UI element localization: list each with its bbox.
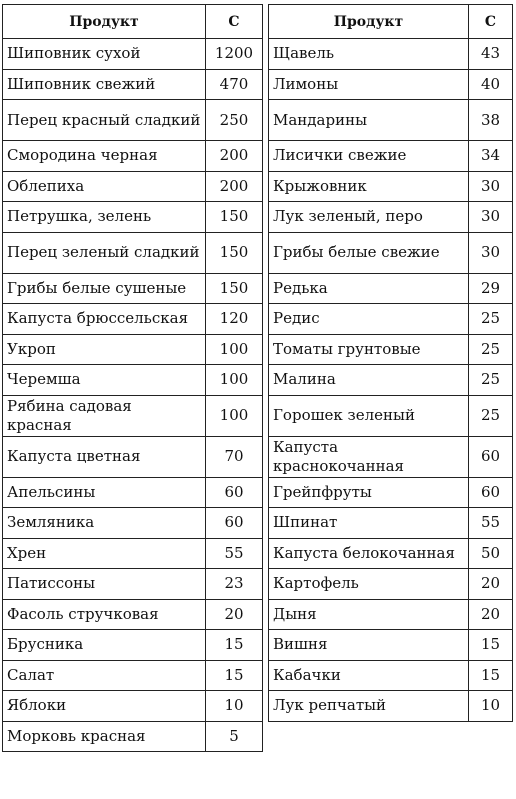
vitamin-c-value-cell: 25	[469, 334, 513, 365]
table-row	[3, 569, 263, 600]
product-name-cell: Морковь красная	[3, 721, 206, 752]
product-name-cell: Шиповник сухой	[3, 39, 206, 70]
product-name-cell: Шпинат	[269, 508, 469, 539]
table-header-row	[3, 5, 263, 39]
table-row	[3, 630, 263, 661]
table-row	[3, 202, 263, 233]
vitamin-c-value-cell: 43	[469, 39, 513, 70]
vitamin-c-value-cell: 20	[206, 599, 263, 630]
product-name-cell: Малина	[269, 365, 469, 396]
vitamin-c-value-cell: 60	[206, 508, 263, 539]
vitamin-c-value-cell: 100	[206, 395, 263, 436]
product-name-cell: Лук репчатый	[269, 691, 469, 722]
table-row	[3, 171, 263, 202]
table-row	[3, 365, 263, 396]
vitamin-c-value-cell: 55	[206, 538, 263, 569]
product-name-cell: Крыжовник	[269, 171, 469, 202]
vitamin-c-value-cell: 100	[206, 365, 263, 396]
product-name-cell: Смородина черная	[3, 141, 206, 172]
table-row	[269, 660, 513, 691]
table-row	[3, 477, 263, 508]
vitamin-c-value-cell: 15	[469, 630, 513, 661]
table-row	[269, 691, 513, 722]
product-name-cell: Капуста брюссельская	[3, 304, 206, 335]
table-row	[269, 569, 513, 600]
vitamin-c-value-cell: 10	[469, 691, 513, 722]
vitamin-c-value-cell: 10	[206, 691, 263, 722]
product-name-cell: Апельсины	[3, 477, 206, 508]
table-row	[3, 100, 263, 141]
table-row	[3, 304, 263, 335]
vitamin-c-value-cell: 15	[206, 630, 263, 661]
table-row	[269, 69, 513, 100]
vitamin-c-value-cell: 20	[469, 569, 513, 600]
vitamin-c-value-cell: 23	[206, 569, 263, 600]
table-row	[269, 477, 513, 508]
vitamin-c-value-cell: 15	[469, 660, 513, 691]
product-name-cell: Лисички свежие	[269, 141, 469, 172]
vitamin-c-value-cell: 200	[206, 141, 263, 172]
table-row	[269, 538, 513, 569]
product-name-cell: Шиповник свежий	[3, 69, 206, 100]
vitamin-c-value-cell: 70	[206, 436, 263, 477]
table-row	[3, 141, 263, 172]
product-name-cell: Перец красный сладкий	[3, 100, 206, 141]
vitamin-c-value-cell: 38	[469, 100, 513, 141]
table-row	[3, 232, 263, 273]
vitamin-c-value-cell: 60	[206, 477, 263, 508]
vitamin-c-value-cell: 100	[206, 334, 263, 365]
product-name-cell: Петрушка, зелень	[3, 202, 206, 233]
product-name-cell: Перец зеленый сладкий	[3, 232, 206, 273]
product-name-cell: Картофель	[269, 569, 469, 600]
table-body-left	[3, 39, 263, 752]
vitamin-c-value-cell: 120	[206, 304, 263, 335]
product-name-cell: Рябина садовая красная	[3, 395, 206, 436]
column-header-vitamin-c: С	[469, 5, 513, 39]
product-name-cell: Грибы белые сушеные	[3, 273, 206, 304]
vitamin-c-value-cell: 15	[206, 660, 263, 691]
column-header-vitamin-c: С	[206, 5, 263, 39]
product-name-cell: Лимоны	[269, 69, 469, 100]
empty-cell	[269, 721, 469, 751]
product-name-cell: Горошек зеленый	[269, 395, 469, 436]
product-name-cell: Редька	[269, 273, 469, 304]
vitamin-c-value-cell: 1200	[206, 39, 263, 70]
table-row	[3, 508, 263, 539]
product-name-cell: Хрен	[3, 538, 206, 569]
vitamin-c-value-cell: 30	[469, 232, 513, 273]
table-row	[269, 304, 513, 335]
product-name-cell: Мандарины	[269, 100, 469, 141]
vitamin-c-table-left	[2, 4, 263, 752]
vitamin-c-value-cell: 60	[469, 477, 513, 508]
table-row	[3, 660, 263, 691]
vitamin-c-value-cell: 60	[469, 436, 513, 477]
table-row	[3, 538, 263, 569]
product-name-cell: Капуста краснокочанная	[269, 436, 469, 477]
vitamin-c-value-cell: 40	[469, 69, 513, 100]
product-name-cell: Грейпфруты	[269, 477, 469, 508]
table-row	[3, 436, 263, 477]
vitamin-c-value-cell: 150	[206, 273, 263, 304]
vitamin-c-value-cell: 25	[469, 395, 513, 436]
table-row	[3, 39, 263, 70]
vitamin-c-value-cell: 470	[206, 69, 263, 100]
table-body-right	[269, 39, 513, 752]
table-row	[3, 69, 263, 100]
table-row	[269, 630, 513, 661]
product-name-cell: Патиссоны	[3, 569, 206, 600]
vitamin-c-value-cell: 25	[469, 304, 513, 335]
table-row	[269, 436, 513, 477]
product-name-cell: Кабачки	[269, 660, 469, 691]
table-row	[269, 273, 513, 304]
table-row	[3, 691, 263, 722]
vitamin-c-value-cell: 30	[469, 202, 513, 233]
table-row	[269, 202, 513, 233]
product-name-cell: Земляника	[3, 508, 206, 539]
product-name-cell: Черемша	[3, 365, 206, 396]
vitamin-c-table-right	[268, 4, 513, 751]
product-name-cell: Брусника	[3, 630, 206, 661]
table-row	[269, 232, 513, 273]
product-name-cell: Вишня	[269, 630, 469, 661]
empty-row	[269, 721, 513, 751]
product-name-cell: Щавель	[269, 39, 469, 70]
vitamin-c-value-cell: 29	[469, 273, 513, 304]
table-row	[269, 508, 513, 539]
product-name-cell: Дыня	[269, 599, 469, 630]
vitamin-c-value-cell: 25	[469, 365, 513, 396]
vitamin-c-value-cell: 150	[206, 232, 263, 273]
vitamin-c-value-cell: 20	[469, 599, 513, 630]
product-name-cell: Фасоль стручковая	[3, 599, 206, 630]
product-name-cell: Облепиха	[3, 171, 206, 202]
product-name-cell: Капуста цветная	[3, 436, 206, 477]
column-header-product: Продукт	[3, 5, 206, 39]
product-name-cell: Томаты грунтовые	[269, 334, 469, 365]
table-row	[3, 395, 263, 436]
vitamin-c-value-cell: 50	[469, 538, 513, 569]
table-row	[269, 100, 513, 141]
product-name-cell: Капуста белокочанная	[269, 538, 469, 569]
column-header-product: Продукт	[269, 5, 469, 39]
table-row	[269, 365, 513, 396]
product-name-cell: Лук зеленый, перо	[269, 202, 469, 233]
vitamin-c-value-cell: 34	[469, 141, 513, 172]
table-row	[269, 334, 513, 365]
table-row	[269, 171, 513, 202]
product-name-cell: Грибы белые свежие	[269, 232, 469, 273]
table-row	[269, 395, 513, 436]
vitamin-c-value-cell: 250	[206, 100, 263, 141]
table-row	[269, 141, 513, 172]
vitamin-c-value-cell: 55	[469, 508, 513, 539]
product-name-cell: Редис	[269, 304, 469, 335]
table-row	[3, 334, 263, 365]
product-name-cell: Салат	[3, 660, 206, 691]
table-row	[3, 721, 263, 752]
table-row	[3, 599, 263, 630]
table-row	[269, 39, 513, 70]
product-name-cell: Укроп	[3, 334, 206, 365]
table-row	[269, 599, 513, 630]
empty-cell	[469, 721, 513, 751]
vitamin-c-value-cell: 30	[469, 171, 513, 202]
product-name-cell: Яблоки	[3, 691, 206, 722]
vitamin-c-value-cell: 200	[206, 171, 263, 202]
vitamin-c-value-cell: 150	[206, 202, 263, 233]
table-row	[3, 273, 263, 304]
table-header-row	[269, 5, 513, 39]
vitamin-c-value-cell: 5	[206, 721, 263, 752]
